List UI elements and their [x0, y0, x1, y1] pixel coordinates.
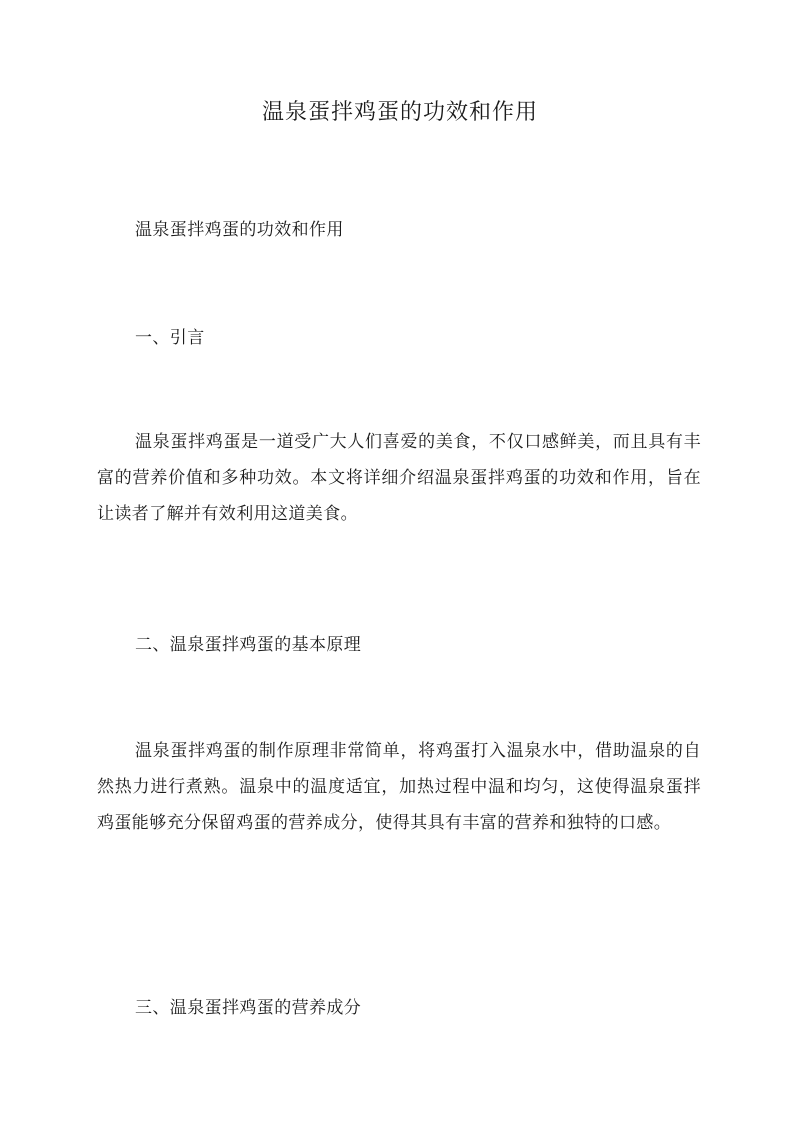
document-subtitle: 温泉蛋拌鸡蛋的功效和作用 [135, 220, 344, 240]
section-heading-principle: 二、温泉蛋拌鸡蛋的基本原理 [135, 635, 362, 655]
section-body-principle: 温泉蛋拌鸡蛋的制作原理非常简单，将鸡蛋打入温泉水中，借助温泉的自然热力进行煮熟。温泉中的温度适宜，加热过程中温和均匀，这使得温泉蛋拌鸡蛋能够充分保留鸡蛋的营养成分，使得其具有丰富的营养和独特的口感。 [97, 741, 701, 833]
section-heading-nutrition: 三、温泉蛋拌鸡蛋的营养成分 [135, 998, 362, 1018]
document-title: 温泉蛋拌鸡蛋的功效和作用 [261, 100, 538, 125]
section-body-introduction: 温泉蛋拌鸡蛋是一道受广大人们喜爱的美食，不仅口感鲜美，而且具有丰富的营养价值和多种功效。本文将详细介绍温泉蛋拌鸡蛋的功效和作用，旨在让读者了解并有效利用这道美食。 [97, 432, 701, 524]
section-heading-introduction: 一、引言 [135, 328, 205, 348]
